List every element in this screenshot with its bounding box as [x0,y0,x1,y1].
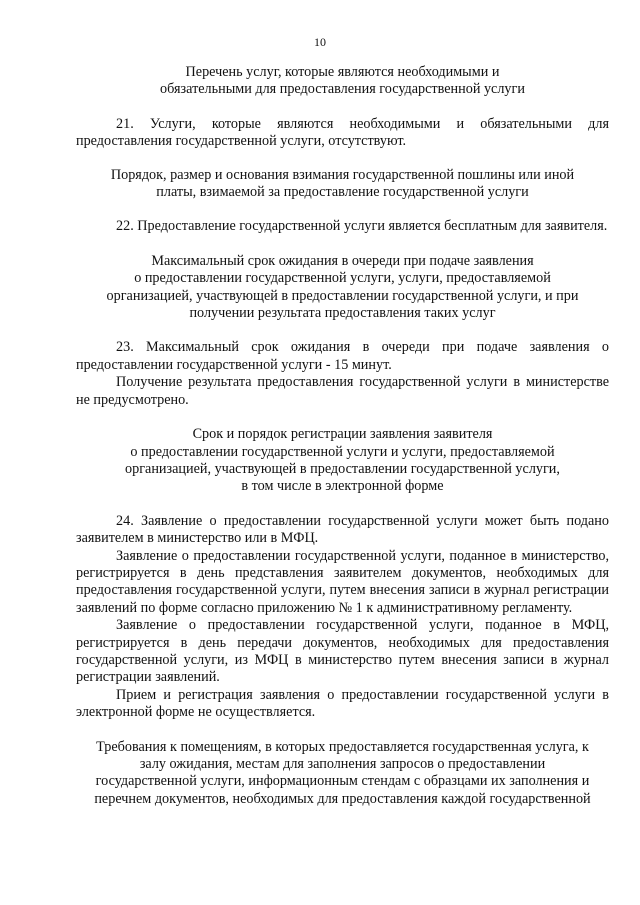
heading-line: Срок и порядок регистрации заявления заявителя [192,426,493,443]
heading-line: государственной услуги, информационным стендам с образцами их заполнения и [95,773,590,790]
heading-line: о предоставлении государственной услуги, услуги, предоставляемой [134,270,551,287]
heading-line: перечнем документов, необходимых для предоставления каждой государственной [94,790,591,807]
spacer [76,322,609,339]
spacer [76,236,609,253]
heading-line: платы, взимаемой за предоставление государственной услуги [156,184,529,201]
spacer [76,99,609,116]
spacer [76,201,609,218]
heading-line: получении результата предоставления таких услуг [189,305,496,322]
heading-line: Требования к помещениям, в которых предоставляется государственная услуга, к [96,738,589,755]
section-heading-fees [76,167,609,202]
spacer [76,151,609,167]
heading-line: Перечень услуг, которые являются необходимыми и [185,64,500,80]
paragraph-24b: Заявление о предоставлении государственной услуги, поданное в министерство, регистрируется в день представления заявителем документов, необходимых для предоставления государственной услуги, путем внесения записи в журнал регистрации заявлений по форме согласно приложению № 1 к административному регламенту. [76,547,609,616]
heading-line: Максимальный срок ожидания в очереди при подаче заявления [151,252,534,269]
section-heading-required-services [76,64,609,99]
heading-line: залу ожидания, местам для заполнения запросов о предоставлении [139,756,546,772]
section-heading-premises-requirements [76,739,609,809]
paragraph-24c: Заявление о предоставлении государственной услуги, поданное в МФЦ, регистрируется в день передачи документов, необходимых для предоставления государственной услуги, из МФЦ в министерство путем внесения записи в журнал регистрации заявлений. [76,617,609,686]
paragraph-21: 21. Услуги, которые являются необходимыми и обязательными для предоставления государственной услуги, отсутствуют. [76,115,609,150]
section-heading-registration [76,426,609,496]
document-body [76,64,609,808]
heading-line: организацией, участвующей в предоставлении государственной услуги, и при [106,287,579,304]
paragraph-24d: Прием и регистрация заявления о предоставлении государственной услуги в электронной форме не осуществляется. [76,686,609,721]
heading-line: организацией, участвующей в предоставлении государственной услуги, [125,460,560,477]
heading-line: Порядок, размер и основания взимания государственной пошлины или иной [110,166,575,183]
heading-line: обязательными для предоставления государственной услуги [160,81,525,98]
spacer [76,722,609,739]
section-heading-queue-time [76,253,609,323]
paragraph-22: 22. Предоставление государственной услуги является бесплатным для заявителя. [116,218,608,235]
spacer [76,496,609,513]
spacer [76,409,609,426]
heading-line: о предоставлении государственной услуги и услуги, предоставляемой [130,443,555,460]
paragraph-23a: 23. Максимальный срок ожидания в очереди при подаче заявления о предоставлении государственной услуги - 15 минут. [76,339,609,373]
page-number: 10 [314,35,326,49]
paragraph-24a: 24. Заявление о предоставлении государственной услуги может быть подано заявителем в министерство или в МФЦ. [76,512,609,547]
heading-line: в том числе в электронной форме [241,478,444,495]
paragraph-23b: Получение результата предоставления государственной услуги в министерстве не предусмотрено. [76,374,609,408]
